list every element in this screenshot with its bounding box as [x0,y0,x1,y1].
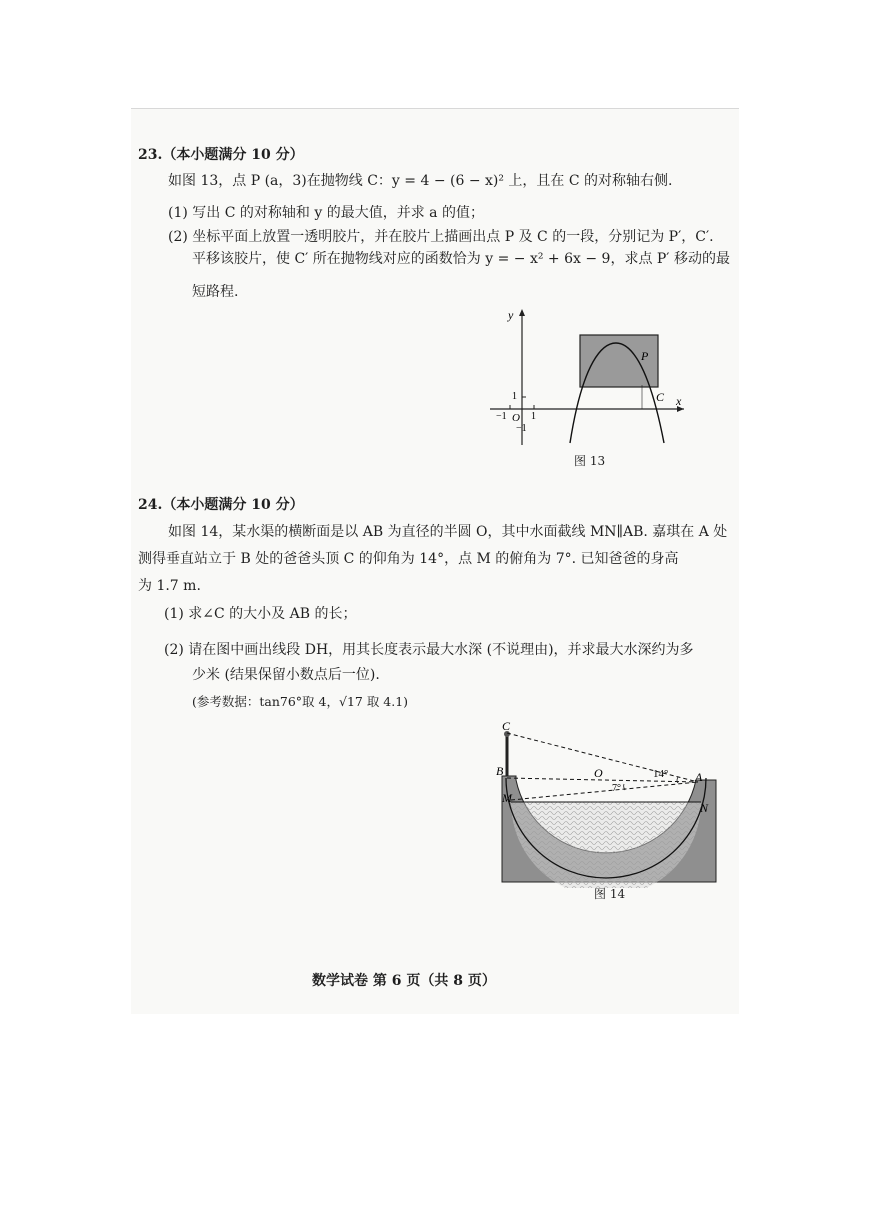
figure-14-caption: 图 14 [594,887,626,901]
figure-13-parabola [488,305,698,455]
q24-reference-data: (参考数据：tan76°取 4，√17 取 4.1) [192,694,409,709]
tick-x-pos: 1 [531,411,536,422]
y-axis-label: y [508,308,514,322]
tick-x-neg: −1 [496,411,507,422]
curve-C-label: C [656,390,665,404]
label-O: O [594,766,603,780]
point-P-label: P [641,349,649,363]
q23-heading: 23.（本小题满分 10 分） [138,147,304,163]
page-footer: 数学试卷 第 6 页（共 8 页） [312,973,496,989]
q23-intro: 如图 13，点 P (a，3)在抛物线 C：y = 4 − (6 − x)² 上，且在 C 的对称轴右侧. [168,173,673,189]
tick-y-neg: −1 [516,423,527,434]
q23-part2-line3: 短路程. [192,284,239,300]
q24-part2-line1: (2) 请在图中画出线段 DH，用其长度表示最大水深 (不说理由)，并求最大水深约为多 [164,642,694,658]
label-M: M [502,791,512,805]
q24-line1: 如图 14，某水渠的横断面是以 AB 为直径的半圆 O，其中水面截线 MN∥AB. 嘉琪在 A 处 [168,524,728,540]
tick-y-pos: 1 [512,391,517,402]
q24-line3: 为 1.7 m. [138,578,201,594]
q24-part2-line2: 少米 (结果保留小数点后一位). [192,667,380,683]
label-A: A [695,770,703,784]
q24-part1: (1) 求∠C 的大小及 AB 的长； [164,606,357,622]
label-N: N [700,801,709,815]
figure-13-caption: 图 13 [574,454,606,468]
q24-line2: 测得垂直站立于 B 处的爸爸头顶 C 的仰角为 14°，点 M 的俯角为 7°. 已知爸爸的身高 [138,551,679,567]
figure-14-canal [492,720,722,888]
q23-part2-line2: 平移该胶片，使 C′ 所在抛物线对应的函数恰为 y = − x² + 6x − 9，求点 P′ 移动的最 [192,251,730,267]
origin-label: O [512,412,520,424]
label-C: C [502,720,511,733]
label-B: B [496,764,504,778]
q24-heading: 24.（本小题满分 10 分） [138,497,304,513]
q23-part1: (1) 写出 C 的对称轴和 y 的最大值，并求 a 的值； [168,205,484,221]
x-axis-label: x [676,394,682,408]
angle-7-label: 7° [612,783,621,794]
q23-part2-line1: (2) 坐标平面上放置一透明胶片，并在胶片上描画出点 P 及 C 的一段，分别记为 P′，C′. [168,229,714,245]
angle-14-label: 14° [653,768,669,780]
